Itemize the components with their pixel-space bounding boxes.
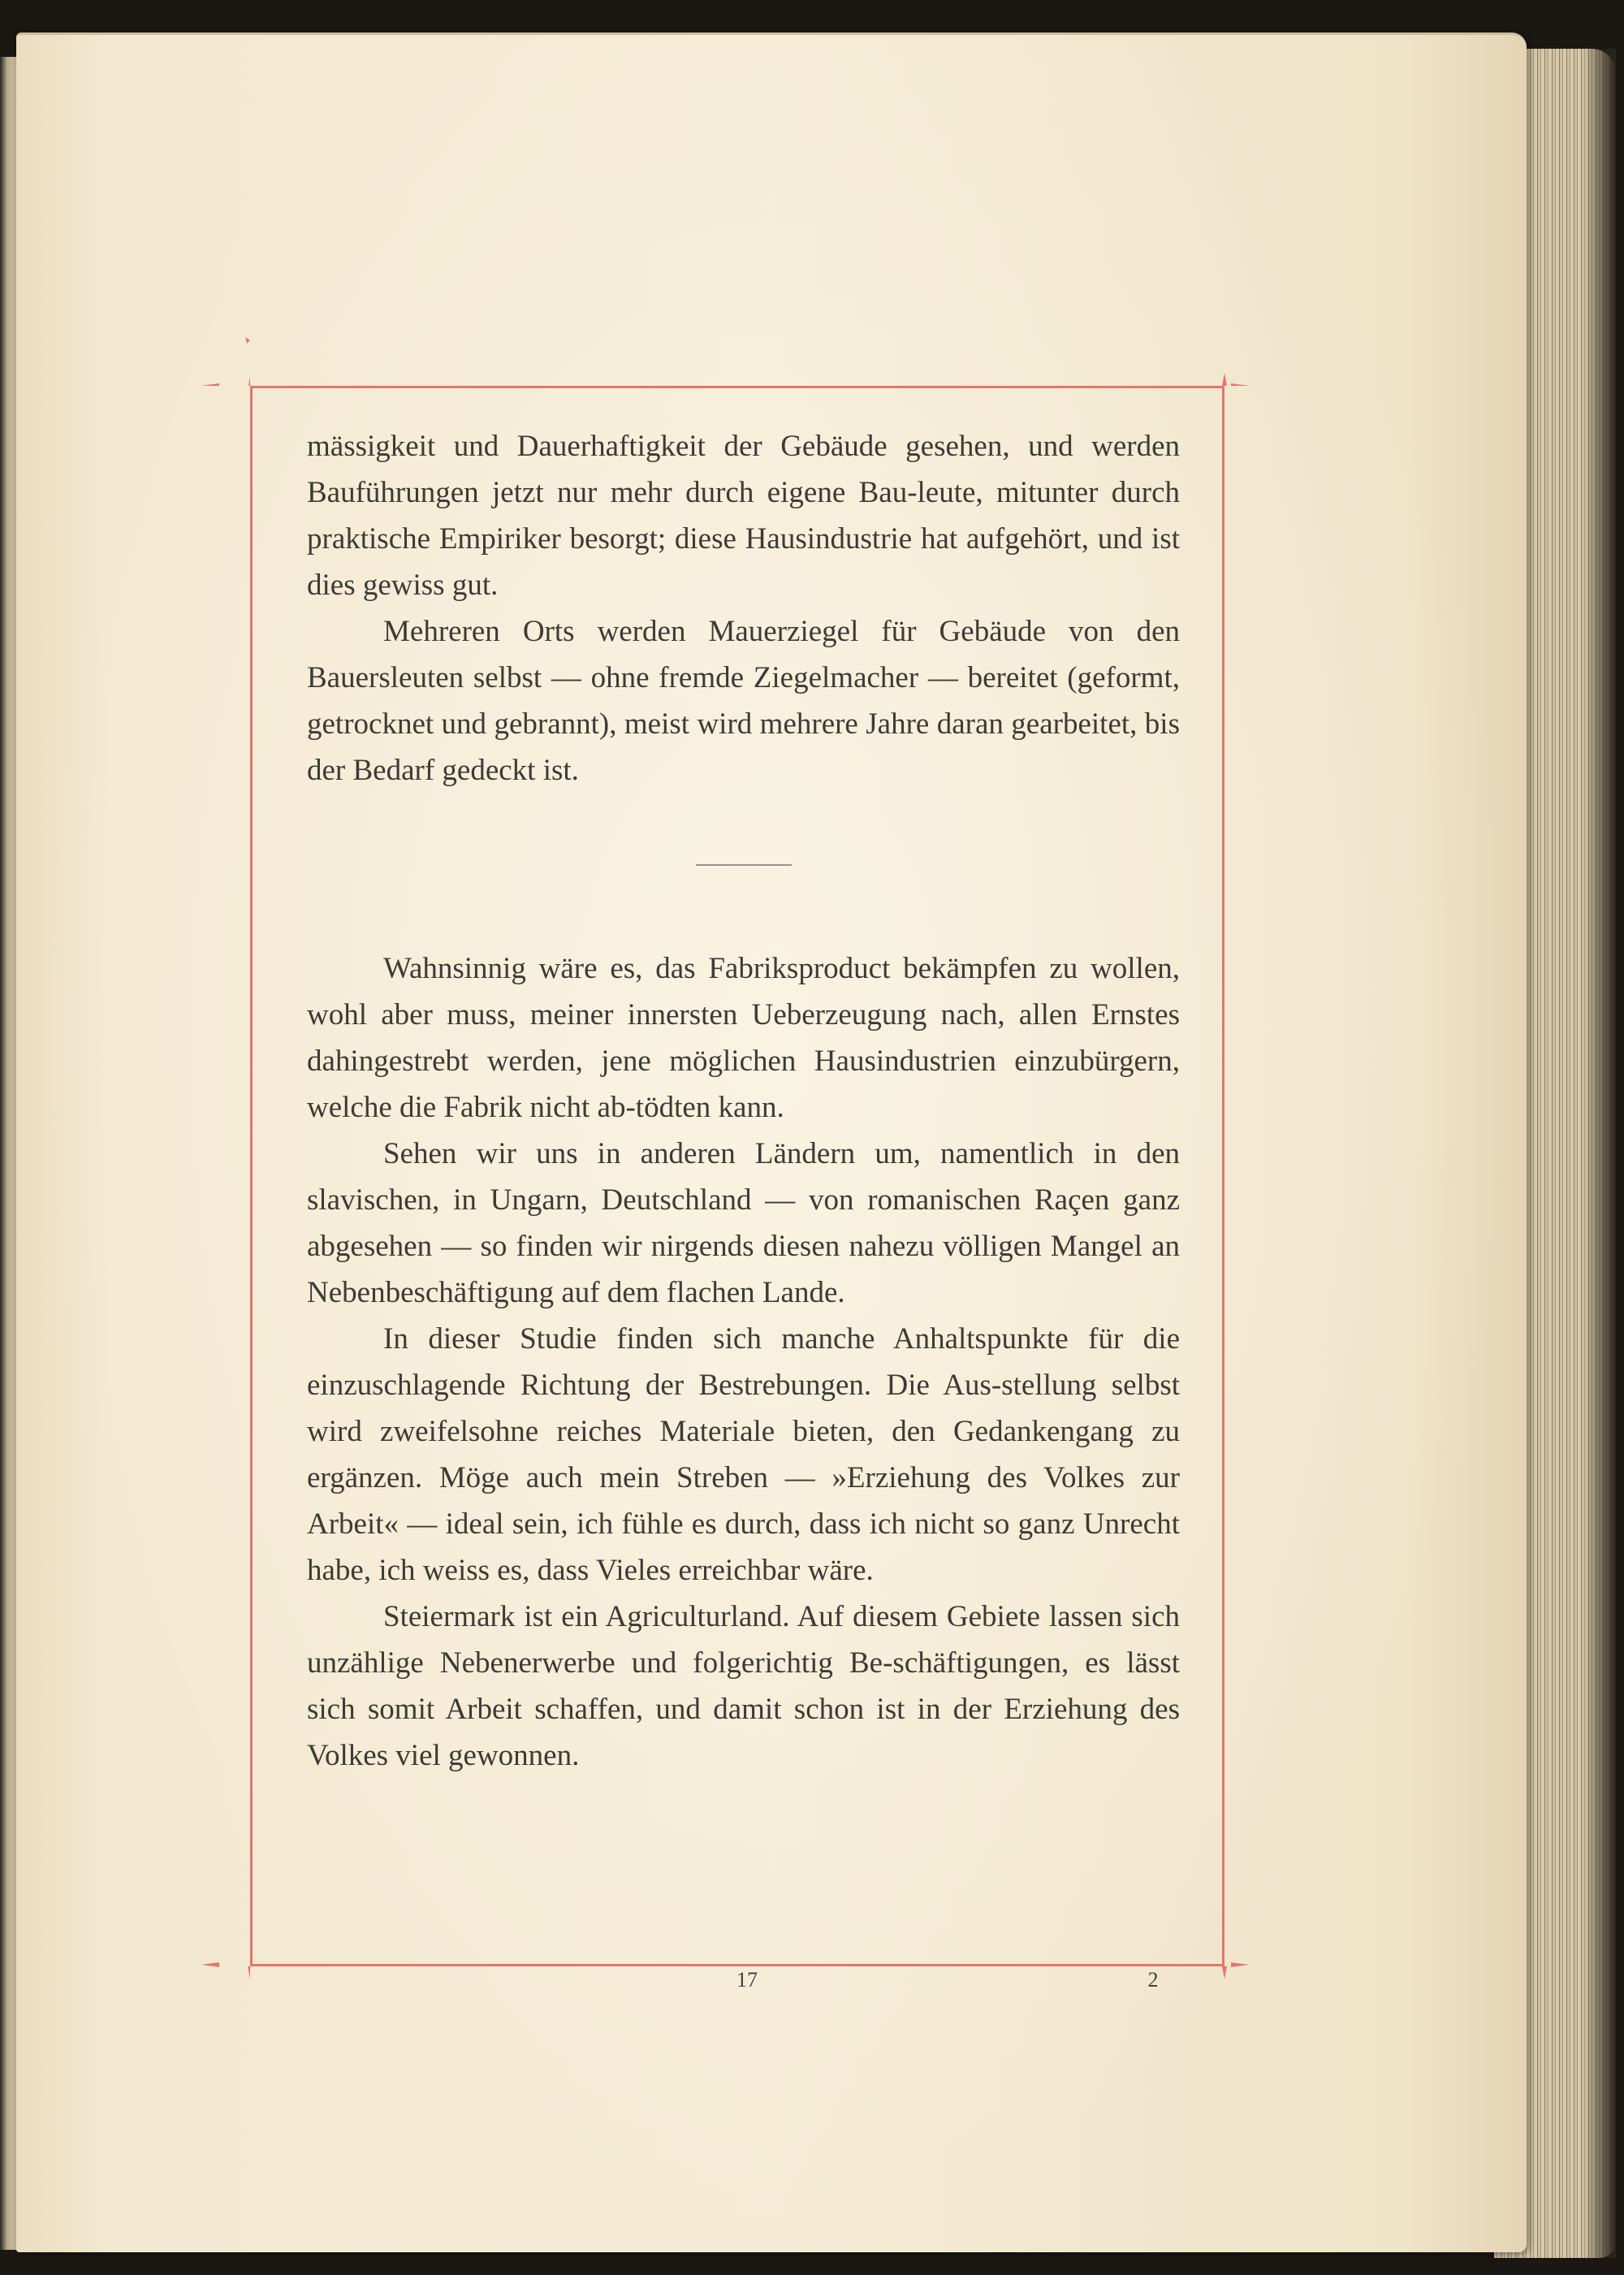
frame-bottom-rule: [250, 1964, 1224, 1966]
frame-top-rule: [250, 386, 1224, 388]
frame-right-rule: [1222, 386, 1224, 1966]
frame-corner-bottom-right-ornament: [1200, 1942, 1249, 1991]
frame-corner-top-right-ornament: [1200, 337, 1249, 386]
paragraph: In dieser Studie finden sich manche Anhaltspunkte für die einzuschlagende Richtung der Bestrebungen. Die Aus-stellung selbst wird zweifelsohne reiches Materiale bieten, den Gedankengang zu ergänzen. Möge auch mein Streben — »Erziehung des Volkes zur Arbeit« — ideal sein, ich fühle es durch, dass ich nicht so ganz Unrecht habe, ich weiss es, dass Vieles erreichbar wäre.: [307, 1322, 1180, 1587]
section-divider: [696, 864, 792, 866]
paragraph: Sehen wir uns in anderen Ländern um, namentlich in den slavischen, in Ungarn, Deutschland — von romanischen Raçen ganz abgesehen — so finden wir nirgends diesen nahezu völligen Mangel an Nebenbeschäftigung auf dem flachen Lande.: [307, 1137, 1180, 1309]
paragraph: Steiermark ist ein Agriculturland. Auf diesem Gebiete lassen sich unzählige Nebenerwerbe und folgerichtig Be-schäftigungen, es lässt sich somit Arbeit schaffen, und damit schon ist in der Erziehung des Volkes viel gewonnen.: [307, 1600, 1180, 1772]
book-page: [16, 32, 1527, 2252]
frame-corner-bottom-left-ornament: [201, 1942, 250, 1991]
facing-page-edge: [0, 57, 18, 2250]
body-text: [307, 423, 1180, 1779]
frame-left-rule: [250, 386, 253, 1966]
paragraph: Mehreren Orts werden Mauerziegel für Gebäude von den Bauersleuten selbst — ohne fremde Ziegelmacher — bereitet (geformt, getrocknet und gebrannt), meist wird mehrere Jahre daran gearbeitet, bis der Bedarf gedeckt ist.: [307, 615, 1180, 787]
page-number: 17: [736, 1968, 758, 1992]
paragraph: Wahnsinnig wäre es, das Fabriksproduct bekämpfen zu wollen, wohl aber muss, meiner innersten Ueberzeugung nach, allen Ernstes dahingestrebt werden, jene möglichen Hausindustrien einzubürgern, welche die Fabrik nicht ab-tödten kann.: [307, 952, 1180, 1124]
paragraph: mässigkeit und Dauerhaftigkeit der Gebäude gesehen, und werden Bauführungen jetzt nur mehr durch eigene Bau-leute, mitunter durch praktische Empiriker besorgt; diese Hausindustrie hat aufgehört, und ist dies gewiss gut.: [307, 430, 1180, 602]
signature-mark: 2: [1147, 1968, 1159, 1992]
frame-corner-top-left-ornament: [201, 337, 250, 386]
